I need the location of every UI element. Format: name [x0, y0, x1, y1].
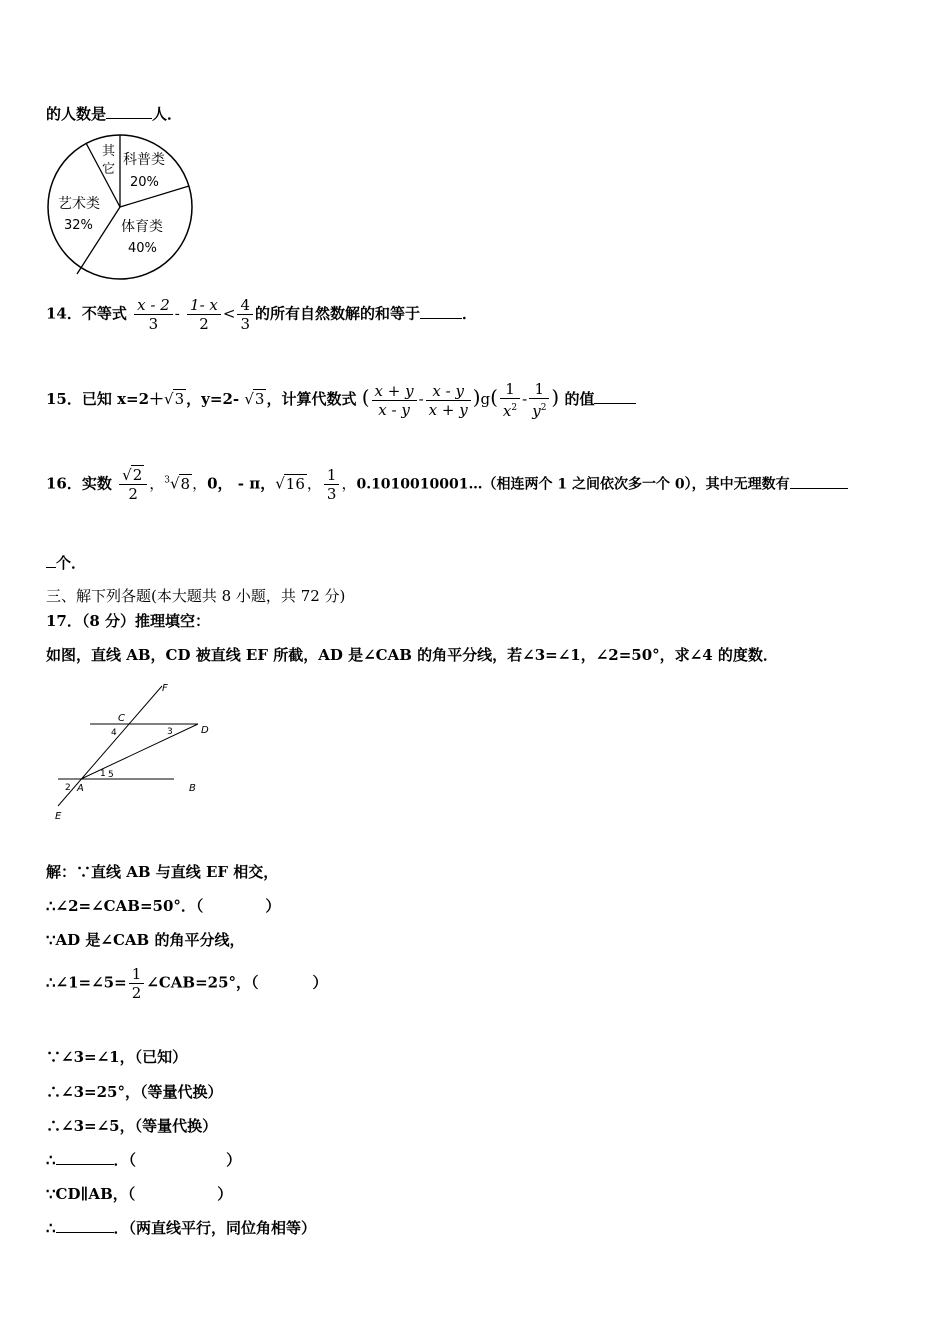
answer-blank-cont[interactable]	[46, 553, 56, 568]
angle-4: 4	[111, 728, 117, 738]
solution-step-8: ∴ ．（ ）	[46, 1151, 242, 1169]
angle-1: 1	[100, 769, 106, 779]
line-EF	[58, 686, 162, 806]
q14-frac2: $\frac{1- x}{2}$	[187, 296, 221, 333]
solution-step-5: ∵∠3=∠1，（已知）	[46, 1048, 188, 1066]
q15-frac-d: $\frac{1}{y^2}$	[529, 380, 549, 420]
q15-frac-b: $\frac{x - y}{x + y}$	[426, 382, 471, 419]
q16-frac-a: $\frac{√2}{2}$	[119, 466, 147, 503]
q14: 14．不等式 $\frac{x - 2}{3}$ - $\frac{1- x}{2}$ < $\frac{4}{3}$ 的所有自然数解的和等于 ．	[46, 296, 478, 333]
angle-3: 3	[167, 727, 173, 737]
line-AD	[81, 724, 198, 779]
q16-cont: 个．	[46, 552, 86, 573]
answer-blank[interactable]	[106, 104, 152, 119]
label-D: D	[201, 725, 209, 736]
label-E: E	[55, 811, 62, 822]
label-A: A	[77, 783, 84, 794]
answer-blank[interactable]	[420, 304, 462, 319]
q14-frac3: $\frac{4}{3}$	[237, 296, 253, 333]
half-fraction: $\frac{1}{2}$	[129, 965, 145, 1002]
solution-step-6: ∴∠3=25°，（等量代换）	[46, 1083, 223, 1101]
q15-frac-a: $\frac{x + y}{x - y}$	[372, 382, 417, 419]
answer-blank[interactable]	[594, 389, 636, 404]
pie-label-other: 其	[102, 144, 116, 159]
solution-step-1: 解：∵直线 AB 与直线 EF 相交，	[46, 863, 279, 881]
pie-label-science: 科普类	[123, 152, 165, 168]
answer-blank[interactable]	[790, 474, 848, 489]
angle-5: 5	[108, 770, 114, 780]
q16: 16．实数 $\frac{√2}{2}$ ，$^3$√8 ，0， - π，√16 ， $\frac{1}{3}$ ，0.1010010001…（相连两个 1 之间依次多一个 0），其中无理数有	[46, 466, 848, 503]
section-3-heading: 三、解下列各题(本大题共 8 小题，共 72 分)	[46, 587, 346, 605]
q15-frac-c: $\frac{1}{x^2}$	[500, 380, 520, 420]
solution-step-7: ∴∠3=∠5，（等量代换）	[46, 1117, 218, 1135]
pie-label-sports: 体育类	[121, 219, 163, 235]
answer-blank[interactable]	[56, 1150, 114, 1165]
pie-pct-art: 32%	[64, 218, 93, 233]
pie-label-art: 艺术类	[58, 196, 100, 212]
angle-2: 2	[65, 783, 71, 793]
answer-blank[interactable]	[56, 1218, 114, 1233]
label-C: C	[118, 713, 125, 724]
pie-label-other-2: 它	[102, 162, 116, 177]
solution-step-3: ∵AD 是∠CAB 的角平分线，	[46, 931, 245, 949]
solution-step-9: ∵CD∥AB，（ ）	[46, 1185, 233, 1203]
q14-frac1: $\frac{x - 2}{3}$	[134, 296, 173, 333]
label-B: B	[189, 783, 196, 794]
label-F: F	[162, 683, 168, 694]
pie-chart	[44, 133, 198, 283]
q17-title: 17．（8 分）推理填空：	[46, 612, 211, 630]
solution-step-10: ∴ ．（两直线平行，同位角相等）	[46, 1219, 317, 1237]
q15: 15．已知 x=2＋√3 ，y=2- √3 ，计算代数式 ( $\frac{x + y}{x - y}$ - $\frac{x - y}{x + y}$ )g( $\frac{1}{x^2}$ - $\frac{1}{y^2}$ ) 的值	[46, 380, 636, 420]
geometry-diagram	[50, 678, 220, 824]
pie-pct-sports: 40%	[128, 241, 157, 256]
q13-tail: 的人数是 人．	[46, 105, 183, 123]
q16-frac-b: $\frac{1}{3}$	[324, 466, 340, 503]
q17-problem: 如图，直线 AB，CD 被直线 EF 所截，AD 是∠CAB 的角平分线，若∠3=∠1，∠2=50°，求∠4 的度数．	[46, 646, 778, 664]
pie-pct-science: 20%	[130, 175, 159, 190]
solution-step-4: ∴∠1=∠5= $\frac{1}{2}$ ∠CAB=25°，（ ）	[46, 965, 328, 1002]
solution-step-2: ∴∠2=∠CAB=50°．（ ）	[46, 897, 281, 915]
